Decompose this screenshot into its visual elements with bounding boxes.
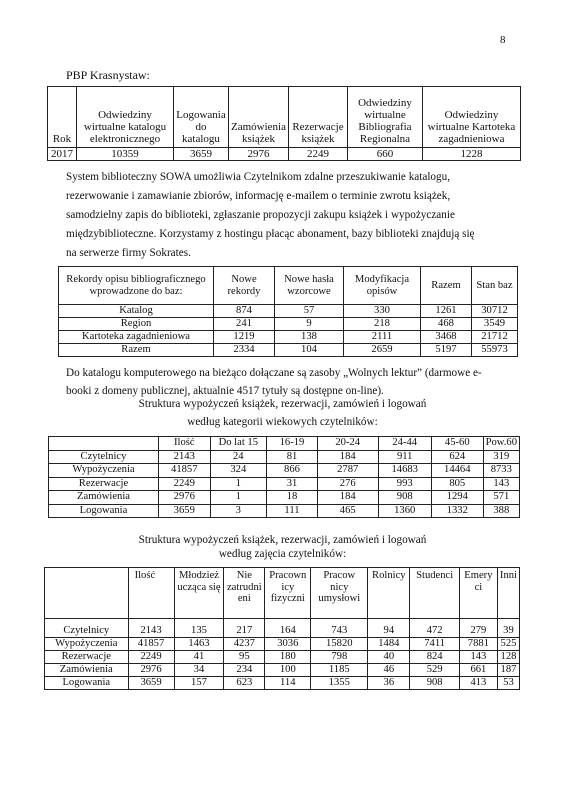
table-cell: 184 [317, 450, 378, 464]
table-cell: 180 [265, 651, 311, 664]
table-cell: 10359 [77, 148, 174, 161]
table-row [45, 619, 520, 638]
table-cell: 3659 [128, 677, 174, 690]
paragraph-line: System biblioteczny SOWA umożliwia Czytelnikom zdalne przeszukiwanie katalogu, [66, 171, 451, 183]
row-label: Zamówienia [49, 491, 159, 505]
table-header: 16-19 [267, 437, 318, 451]
table-cell: 2111 [344, 331, 421, 344]
table-cell: 2249 [128, 651, 174, 664]
table-header: Razem [421, 267, 472, 305]
table-cell: 279 [459, 619, 497, 638]
row-label: Rezerwacje [49, 477, 159, 491]
table-cell: 805 [431, 477, 483, 491]
table-cell: 157 [174, 677, 224, 690]
table-header [49, 437, 159, 451]
table-row [59, 331, 518, 344]
table-cell: 21712 [472, 331, 518, 344]
row-label: Wypożyczenia [49, 464, 159, 478]
table-cell: 15820 [311, 638, 368, 651]
table-cell: 908 [378, 491, 431, 505]
table-cell: 164 [265, 619, 311, 638]
table-row [49, 450, 520, 464]
table-cell: 3549 [472, 318, 518, 331]
table-row [49, 491, 520, 505]
table-cell: 472 [410, 619, 459, 638]
table-cell: 1261 [421, 305, 472, 318]
table-header: Nie zatrudni eni [224, 568, 265, 619]
table-header: Studenci [410, 568, 459, 619]
table-cell: 104 [275, 344, 344, 357]
table-header: Ilość [158, 437, 210, 451]
table-cell: 908 [410, 677, 459, 690]
paragraph-line: samodzielny zapis do biblioteki, zgłaszanie propozycji zakupu książek i wypożyczanie [66, 209, 455, 221]
table-cell: 31 [267, 477, 318, 491]
table-cell: 571 [483, 491, 519, 505]
table-cell: 217 [224, 619, 265, 638]
table-cell: 3 [210, 504, 266, 518]
table-header: Rezerwacje książek [288, 87, 347, 148]
row-label: Wypożyczenia [45, 638, 129, 651]
table-cell: 2017 [48, 148, 77, 161]
table-cell: 1228 [422, 148, 520, 161]
table-cell: 95 [224, 651, 265, 664]
table-header: Rekordy opisu bibliograficznego wprowadzone do baz: [59, 267, 214, 305]
table-cell: 57 [275, 305, 344, 318]
table-cell: 661 [459, 664, 497, 677]
table-header: Pracow nicy umysłowi [311, 568, 368, 619]
row-label: Region [59, 318, 214, 331]
table-header: Nowe hasła wzorcowe [275, 267, 344, 305]
table-cell: 3659 [174, 148, 229, 161]
table-header-row [49, 437, 520, 451]
table-cell: 3036 [265, 638, 311, 651]
table-header: Młodzież ucząca się [174, 568, 224, 619]
table-cell: 911 [378, 450, 431, 464]
table-cell: 1360 [378, 504, 431, 518]
table-cell: 388 [483, 504, 519, 518]
table-cell: 1463 [174, 638, 224, 651]
table-cell: 187 [497, 664, 519, 677]
table-cell: 2976 [158, 491, 210, 505]
table-header: 20-24 [317, 437, 378, 451]
table-header: Nowe rekordy [214, 267, 275, 305]
table-header: 24-44 [378, 437, 431, 451]
table-cell: 1294 [431, 491, 483, 505]
table-cell: 319 [483, 450, 519, 464]
table-cell: 218 [344, 318, 421, 331]
age-category-table [48, 436, 520, 518]
table-header: Pow.60 [483, 437, 519, 451]
table-cell: 36 [368, 677, 410, 690]
table-header: Stan baz [472, 267, 518, 305]
table-header [45, 568, 129, 619]
table3-caption-line2: według kategorii wiekowych czytelników: [187, 416, 378, 428]
row-label: Czytelnicy [45, 619, 129, 638]
table-row [48, 148, 521, 161]
table-header: Rok [48, 87, 77, 148]
table-row [45, 638, 520, 651]
table-cell: 1 [210, 491, 266, 505]
table-header: Odwiedziny wirtualne katalogu elektronicznego [77, 87, 174, 148]
table-header: Pracown icy fizyczni [265, 568, 311, 619]
table-cell: 18 [267, 491, 318, 505]
table-cell: 46 [368, 664, 410, 677]
table4-caption-line2: według zajęcia czytelników: [218, 548, 347, 560]
table-header: Odwiedziny wirtualne Bibliografia Regionalna [347, 87, 422, 148]
table-row [59, 305, 518, 318]
table-cell: 24 [210, 450, 266, 464]
table-cell: 14683 [378, 464, 431, 478]
table-header-row [45, 568, 520, 619]
table-cell: 623 [224, 677, 265, 690]
table-cell: 81 [267, 450, 318, 464]
table-cell: 2976 [128, 664, 174, 677]
table-cell: 135 [174, 619, 224, 638]
table-header: Ilość [128, 568, 174, 619]
table-cell: 798 [311, 651, 368, 664]
table-cell: 2249 [158, 477, 210, 491]
table3-caption-line1: Struktura wypożyczeń książek, rezerwacji, zamówień i logowań [138, 398, 427, 410]
table-row [49, 477, 520, 491]
table-cell: 5197 [421, 344, 472, 357]
table-cell: 324 [210, 464, 266, 478]
row-label: Zamówienia [45, 664, 129, 677]
table-cell: 330 [344, 305, 421, 318]
table-cell: 824 [410, 651, 459, 664]
table-row [45, 677, 520, 690]
table-cell: 4237 [224, 638, 265, 651]
table-cell: 138 [275, 331, 344, 344]
paragraph-line: na serwerze firmy Sokrates. [66, 247, 191, 259]
table-row [59, 318, 518, 331]
table-header: Logowania do katalogu [174, 87, 229, 148]
table-header: Odwiedziny wirtualne Kartoteka zagadnieniowa [422, 87, 520, 148]
table-cell: 30712 [472, 305, 518, 318]
row-label: Katalog [59, 305, 214, 318]
table-header: Rolnicy [368, 568, 410, 619]
table-cell: 55973 [472, 344, 518, 357]
table-row [45, 664, 520, 677]
table-cell: 39 [497, 619, 519, 638]
row-label: Rezerwacje [45, 651, 129, 664]
table-cell: 114 [265, 677, 311, 690]
table-cell: 993 [378, 477, 431, 491]
table-cell: 100 [265, 664, 311, 677]
table-cell: 2143 [128, 619, 174, 638]
table-cell: 128 [497, 651, 519, 664]
table-cell: 14464 [431, 464, 483, 478]
table-header: Modyfikacja opisów [344, 267, 421, 305]
table-cell: 660 [347, 148, 422, 161]
table-row [45, 651, 520, 664]
paragraph-line: booki z domeny publicznej, aktualnie 4517 tytuły są dostępne on-line). [66, 385, 384, 397]
table-cell: 1355 [311, 677, 368, 690]
table-cell: 1484 [368, 638, 410, 651]
bibliographic-records-table [58, 266, 518, 357]
table-cell: 111 [267, 504, 318, 518]
table-header: 45-60 [431, 437, 483, 451]
table-cell: 624 [431, 450, 483, 464]
table-cell: 1332 [431, 504, 483, 518]
sowa-paragraph [66, 168, 518, 263]
table-cell: 1 [210, 477, 266, 491]
paragraph-line: międzybiblioteczne. Korzystamy z hostingu płacąc abonament, bazy biblioteki znajdują się [66, 228, 475, 240]
catalog-visits-table [47, 86, 521, 161]
table-cell: 184 [317, 491, 378, 505]
table-cell: 529 [410, 664, 459, 677]
table-header-row [48, 87, 521, 148]
section-intro: PBP Krasnystaw: [66, 68, 150, 82]
table-cell: 41857 [128, 638, 174, 651]
table-cell: 2787 [317, 464, 378, 478]
table-cell: 2249 [288, 148, 347, 161]
row-label: Czytelnicy [49, 450, 159, 464]
table-header: Zamówienia książek [229, 87, 289, 148]
table-cell: 1219 [214, 331, 275, 344]
table-cell: 2143 [158, 450, 210, 464]
row-label: Logowania [45, 677, 129, 690]
table-row [49, 464, 520, 478]
table-header: Emery ci [459, 568, 497, 619]
table-row [49, 504, 520, 518]
table-header-row [59, 267, 518, 305]
table-cell: 525 [497, 638, 519, 651]
table-cell: 40 [368, 651, 410, 664]
table-cell: 8733 [483, 464, 519, 478]
row-label: Kartoteka zagadnieniowa [59, 331, 214, 344]
table-cell: 143 [483, 477, 519, 491]
table-header: Inni [497, 568, 519, 619]
table-cell: 94 [368, 619, 410, 638]
table-cell: 7881 [459, 638, 497, 651]
paragraph-line: rezerwowanie i zamawianie zbiorów, informację e-mailem o terminie zwrotu książek, [66, 190, 451, 202]
table-cell: 413 [459, 677, 497, 690]
table-cell: 468 [421, 318, 472, 331]
occupation-table [44, 567, 520, 690]
wolne-lektury-paragraph [66, 364, 518, 400]
row-label: Razem [59, 344, 214, 357]
row-label: Logowania [49, 504, 159, 518]
paragraph-line: Do katalogu komputerowego na bieżąco dołączane są zasoby „Wolnych lektur” (darmowe e- [66, 367, 482, 379]
table-cell: 41 [174, 651, 224, 664]
table-cell: 3468 [421, 331, 472, 344]
table4-caption-line1: Struktura wypożyczeń książek, rezerwacji, zamówień i logowań [138, 534, 427, 546]
table-cell: 866 [267, 464, 318, 478]
page-number: 8 [500, 34, 506, 46]
table-cell: 41857 [158, 464, 210, 478]
table-cell: 3659 [158, 504, 210, 518]
table-header: Do lat 15 [210, 437, 266, 451]
table-cell: 874 [214, 305, 275, 318]
table-cell: 2976 [229, 148, 289, 161]
table-cell: 2659 [344, 344, 421, 357]
table-cell: 234 [224, 664, 265, 677]
table-cell: 34 [174, 664, 224, 677]
table-row [59, 344, 518, 357]
table-cell: 143 [459, 651, 497, 664]
table-cell: 53 [497, 677, 519, 690]
table-cell: 276 [317, 477, 378, 491]
table-cell: 465 [317, 504, 378, 518]
table-cell: 2334 [214, 344, 275, 357]
table-cell: 1185 [311, 664, 368, 677]
table-cell: 7411 [410, 638, 459, 651]
table-cell: 743 [311, 619, 368, 638]
table-cell: 241 [214, 318, 275, 331]
table-cell: 9 [275, 318, 344, 331]
